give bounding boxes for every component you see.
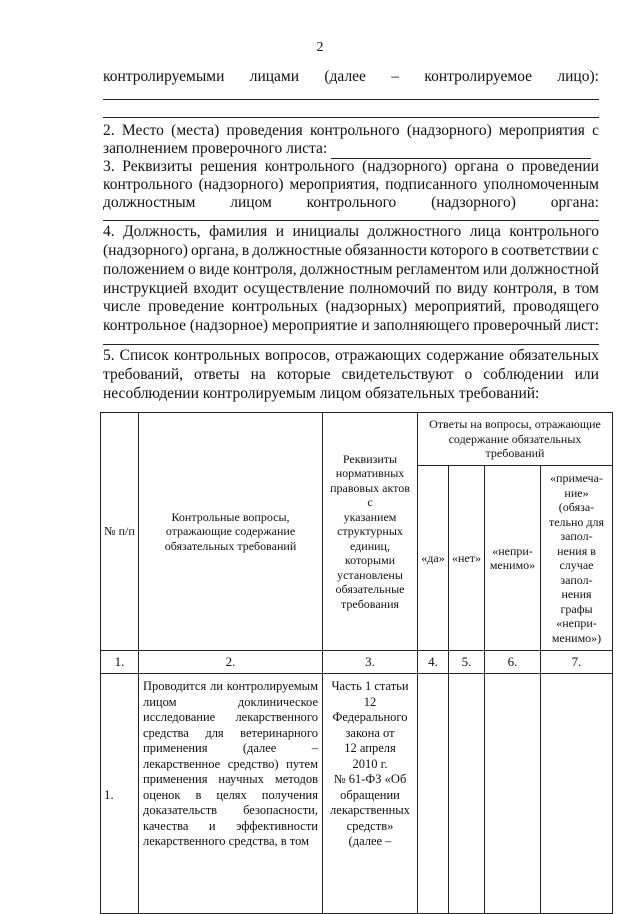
requisites-cell: Часть 1 статьи 12 Федерального закона от 12 апреля 2010 г. № 61-ФЗ «Об обращении лекарственных средств» (далее – — [323, 674, 418, 914]
item-3-line-3: должностным лицом контрольного (надзорного) органа: — [103, 194, 599, 211]
item-2-line-1: 2. Место (места) проведения контрольного (надзорного) мероприятия с — [103, 122, 599, 139]
fill-line[interactable] — [103, 220, 599, 221]
table-header-row — [101, 413, 613, 466]
item-4-line-1: 4. Должность, фамилия и инициалы должностного лица контрольного — [103, 223, 599, 240]
header-na: «непри- менимо» — [485, 466, 541, 651]
header-note: «примеча- ние» (обяза- тельно для запол- нения в случае запол- нения графы «непри- менимо») — [541, 466, 613, 651]
answer-yes-cell[interactable] — [418, 674, 449, 914]
item-2-line-2: заполнением проверочного листа: — [103, 139, 599, 159]
place-fill-line[interactable] — [331, 139, 591, 159]
column-number-row: 1. 2. 3. 4. 5. 6. 7. — [101, 651, 613, 674]
item-5-line-2: требований, ответы на которые свидетельствуют о соблюдении или — [103, 366, 599, 383]
header-yes: «да» — [418, 466, 449, 651]
controlled-persons-line: контролируемыми лицами (далее – контролируемое лицо): — [103, 68, 599, 85]
item-3-line-2: контрольного (надзорного) мероприятия, подписанного уполномоченным — [103, 176, 599, 193]
fill-line[interactable] — [103, 117, 599, 118]
header-answers-group: Ответы на вопросы, отражающие содержание обязательных требований — [418, 413, 613, 466]
item-5-line-1: 5. Список контрольных вопросов, отражающих содержание обязательных — [103, 347, 599, 364]
note-cell[interactable] — [541, 674, 613, 914]
item-4-line-3: положением о виде контроля, должностным регламентом или должностной — [103, 261, 599, 278]
header-questions: Контрольные вопросы, отражающие содержание обязательных требований — [139, 413, 323, 651]
item-3-line-1: 3. Реквизиты решения контрольного (надзорного) органа о проведении — [103, 158, 599, 175]
answer-no-cell[interactable] — [449, 674, 485, 914]
checklist-table — [100, 412, 613, 914]
item-5-line-3: несоблюдении контролируемым лицом обязательных требований: — [103, 385, 540, 402]
item-4-line-6: контрольное (надзорное) мероприятие и заполняющего проверочный лист: — [103, 317, 599, 334]
fill-line[interactable] — [103, 99, 599, 100]
table-row: 1. Проводится ли контролируемым лицом доклиническое исследование лекарственного средства для ветеринарного применения (далее – лекарственное средство) путем применения научных методов оценок в целях получения доказательств безопасности, качества и эффективности лекарственного средства, в том Часть 1 статьи 12 Федерального закона от 12 апреля 2010 г. № 61-ФЗ «Об обращении лекарственных средств» (далее – — [101, 674, 613, 914]
item-4-line-5: числе проведение контрольных (надзорных) мероприятий, проводящего — [103, 298, 599, 315]
item-4-line-4: инструкцией входит осуществление полномочий по виду контроля, в том — [103, 280, 599, 297]
item-4-line-2: (надзорного) органа, в должностные обязанности которого в соответствии с — [103, 242, 599, 259]
header-requisites: Реквизиты нормативных правовых актов с указанием структурных единиц, которыми установлены обязательные требования — [323, 413, 418, 651]
page-number: 2 — [316, 40, 324, 55]
answer-na-cell[interactable] — [485, 674, 541, 914]
question-cell: Проводится ли контролируемым лицом доклиническое исследование лекарственного средства для ветеринарного применения (далее – лекарственное средство) путем применения научных методов оценок в целях получения доказательств безопасности, качества и эффективности лекарственного средства, в том — [139, 674, 323, 914]
fill-line[interactable] — [103, 344, 599, 345]
header-no: «нет» — [449, 466, 485, 651]
header-num: № п/п — [101, 413, 139, 651]
